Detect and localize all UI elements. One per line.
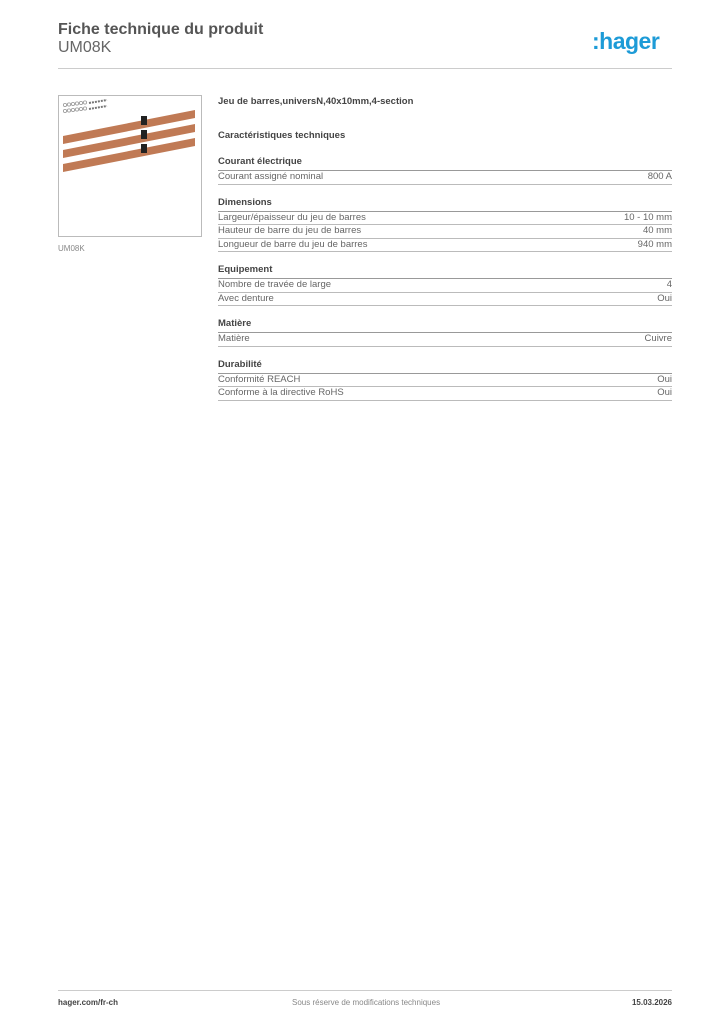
spec-value: 4 — [666, 279, 672, 290]
spec-value: 40 mm — [642, 225, 672, 236]
page-title: Fiche technique du produit — [58, 21, 264, 38]
spec-row — [218, 333, 672, 347]
spec-label: Avec denture — [218, 292, 274, 304]
section-heading: Durabilité — [218, 359, 672, 374]
footer-divider — [58, 990, 672, 991]
spec-label: Matière — [218, 333, 250, 344]
busbar-illustration — [59, 96, 201, 236]
header-divider — [58, 68, 672, 69]
product-image — [58, 95, 202, 237]
section-heading: Courant électrique — [218, 156, 672, 171]
spec-section — [218, 359, 672, 401]
specifications — [218, 96, 672, 401]
spec-value: Oui — [657, 373, 672, 385]
spec-label: Largeur/épaisseur du jeu de barres — [218, 211, 366, 223]
product-code: UM08K — [58, 39, 112, 56]
spec-value: 10 - 10 mm — [623, 211, 672, 223]
spec-row — [218, 279, 672, 293]
section-heading: Matière — [218, 318, 672, 333]
section-heading: Dimensions — [218, 197, 672, 212]
spec-section — [218, 264, 672, 306]
spec-row — [218, 293, 672, 307]
spec-value: Oui — [657, 387, 672, 398]
spec-section — [218, 156, 672, 185]
spec-section — [218, 197, 672, 253]
spec-label: Longueur de barre du jeu de barres — [218, 238, 368, 250]
spec-value: 940 mm — [637, 238, 672, 250]
spec-row — [218, 171, 672, 185]
spec-value: 800 A — [647, 171, 672, 182]
spec-label: Nombre de travée de large — [218, 279, 332, 290]
spec-row — [218, 239, 672, 253]
product-name: Jeu de barres,universN,40x10mm,4-section — [218, 96, 414, 107]
characteristics-title: Caractéristiques techniques — [218, 130, 346, 141]
spec-row — [218, 225, 672, 239]
spec-label: Hauteur de barre du jeu de barres — [218, 225, 362, 236]
spec-label: Courant assigné nominal — [218, 171, 324, 182]
spec-row — [218, 374, 672, 388]
spec-section — [218, 318, 672, 347]
footer-disclaimer: Sous réserve de modifications techniques — [292, 998, 441, 1007]
footer-website[interactable]: hager.com/fr-ch — [58, 998, 119, 1007]
spec-row — [218, 212, 672, 226]
section-heading: Equipement — [218, 264, 672, 279]
spec-label: Conforme à la directive RoHS — [218, 387, 344, 398]
spec-value: Oui — [657, 292, 672, 304]
footer-date: 15.03.2026 — [631, 998, 672, 1007]
spec-value: Cuivre — [644, 333, 672, 344]
spec-row — [218, 387, 672, 401]
image-caption: UM08K — [58, 244, 85, 253]
spec-label: Conformité REACH — [218, 373, 301, 385]
hager-logo: :hager — [592, 28, 660, 54]
